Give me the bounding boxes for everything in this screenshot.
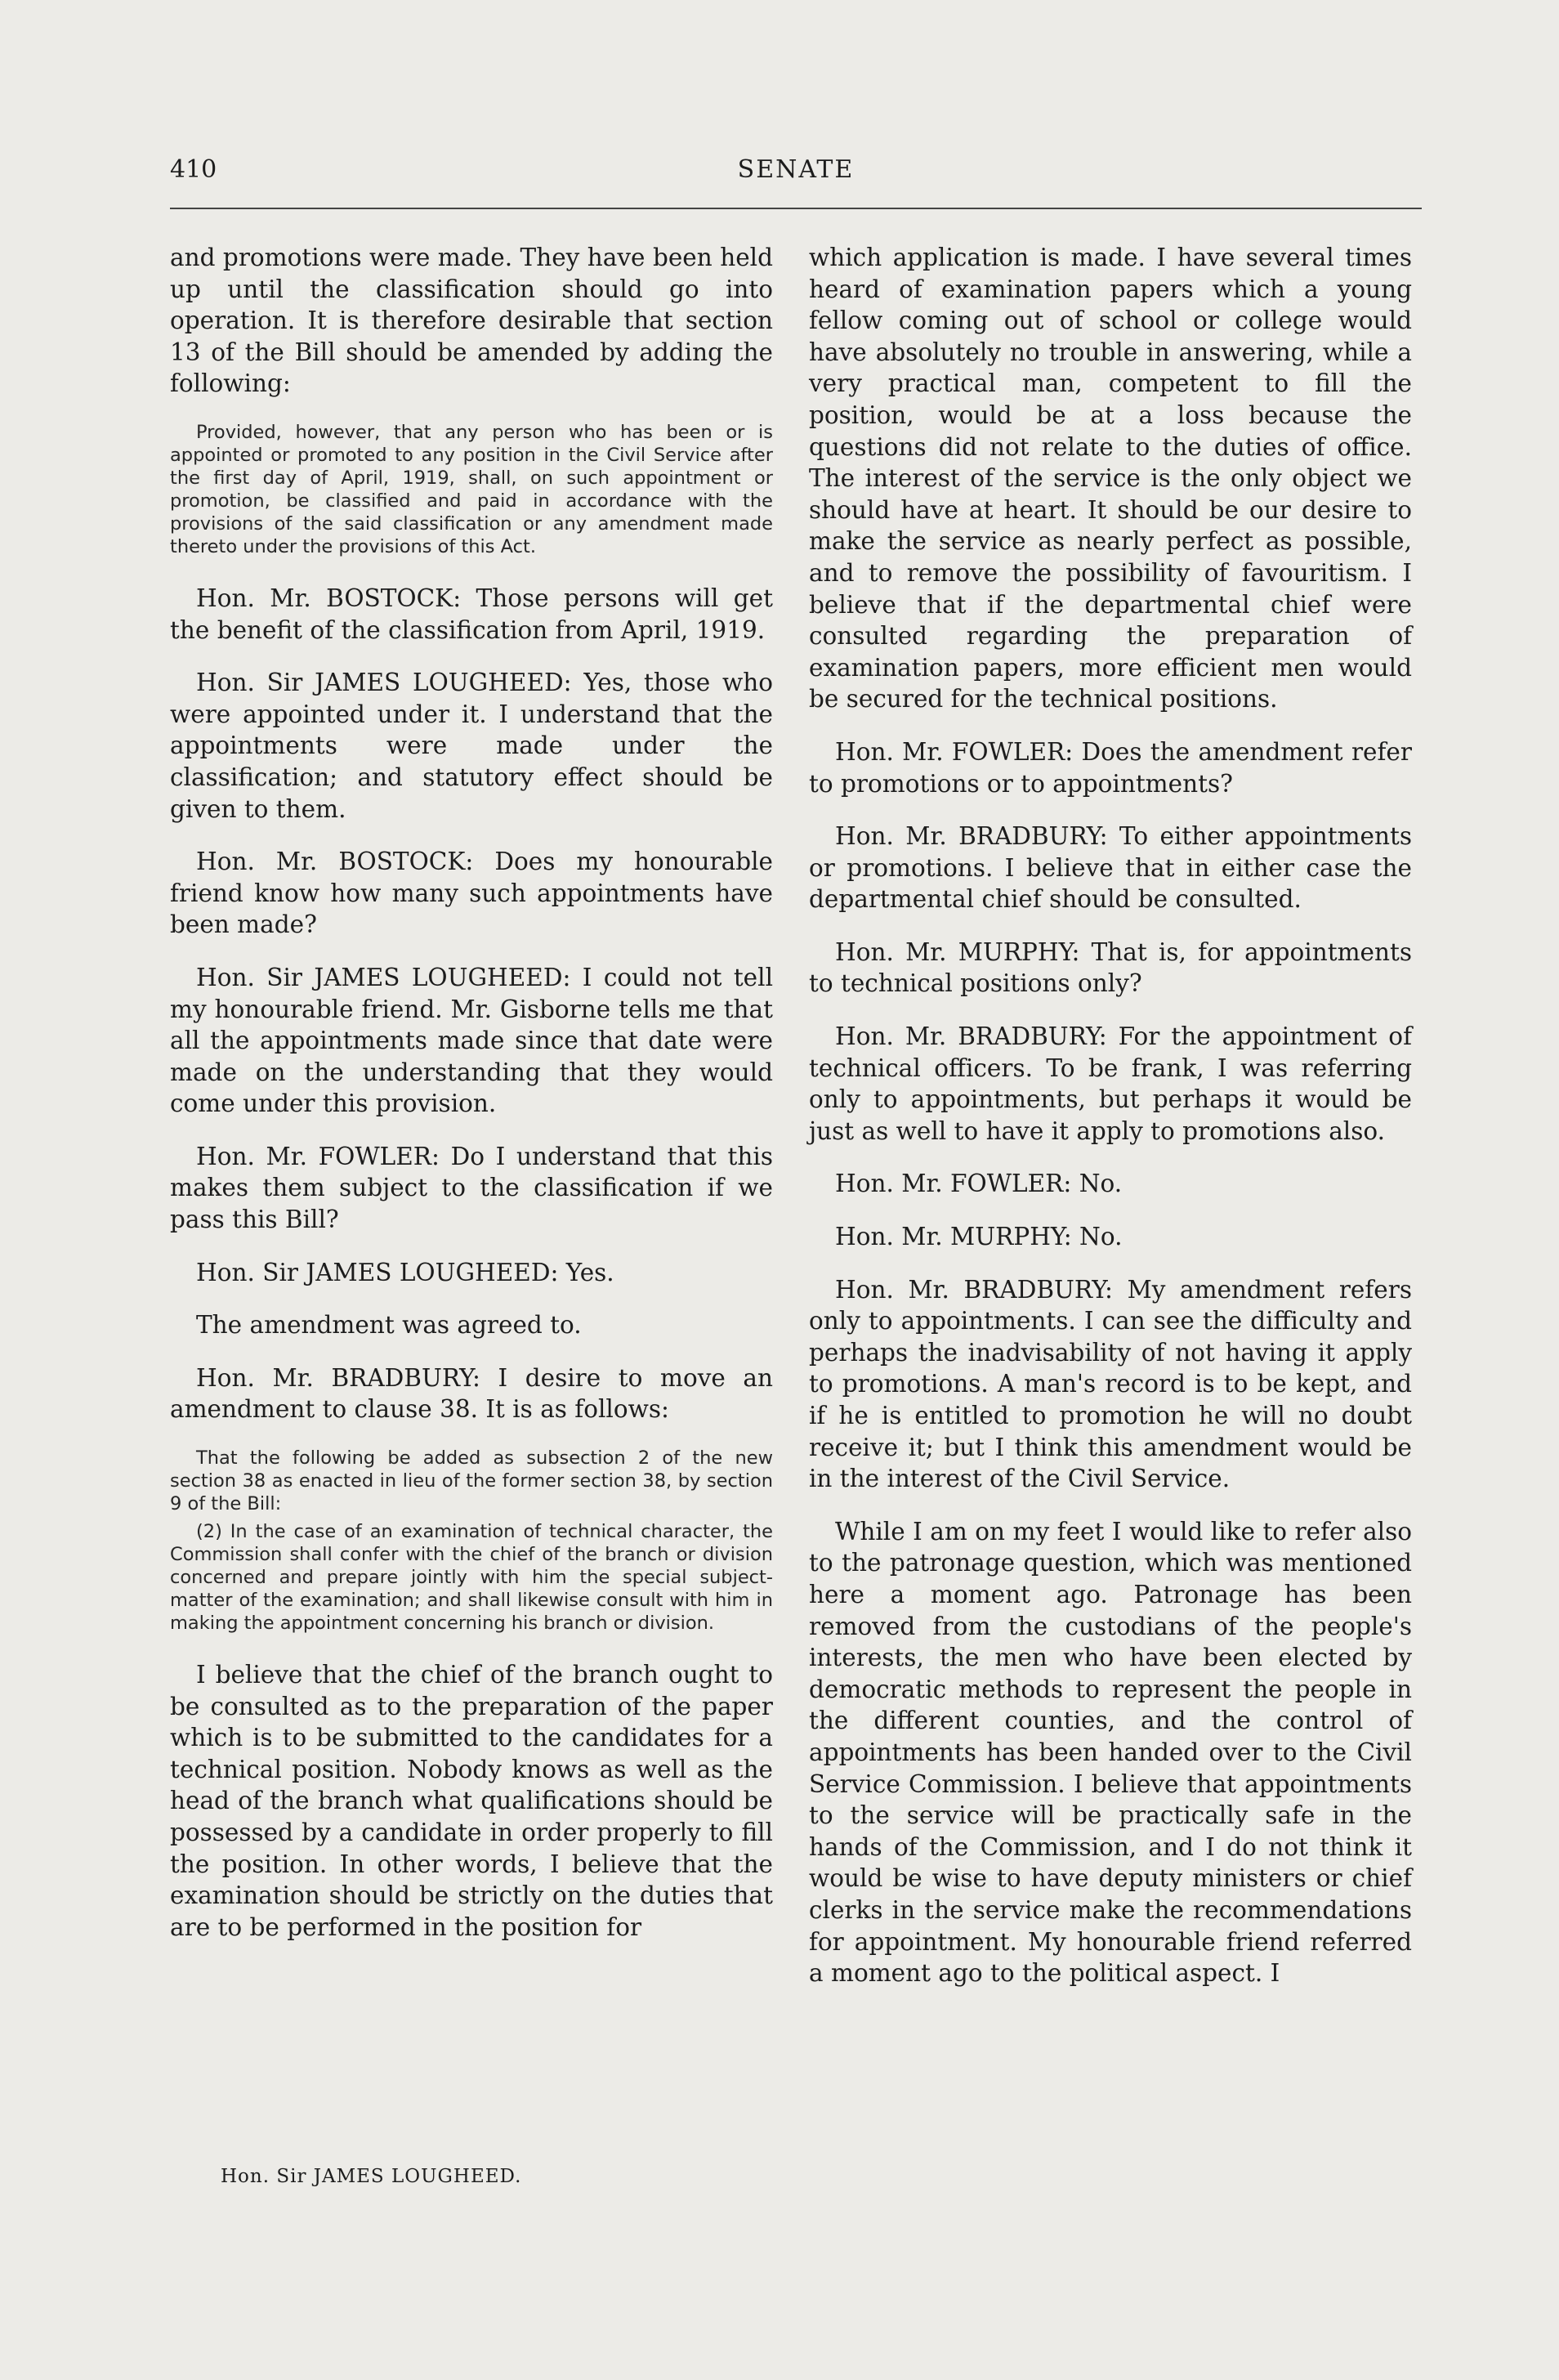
page-header bbox=[170, 155, 1422, 191]
paragraph: Hon. Mr. MURPHY: No. bbox=[835, 1223, 1123, 1251]
header-rule bbox=[170, 208, 1422, 209]
paragraph: Hon. Mr. MURPHY: That is, for appointments to technical positions only? bbox=[809, 937, 1412, 998]
running-head: SENATE bbox=[737, 155, 855, 184]
quoted-text: Provided, however, that any person who has been or is appointed or promoted to any position in the Civil Service after the first day of April, 1919, shall, on such appointment or promotion, be classified and paid in accordance with the provisions of the said classification or any amendment made thereto under the provisions of this Act. bbox=[170, 421, 773, 557]
paragraph: Hon. Mr. FOWLER: Do I understand that this makes them subject to the classification if we pass this Bill? bbox=[170, 1142, 773, 1234]
paragraph: Hon. Mr. BRADBURY: To either appointments or promotions. I believe that in either case the departmental chief should be consulted. bbox=[809, 822, 1412, 914]
paragraph: Hon. Mr. FOWLER: No. bbox=[835, 1170, 1123, 1198]
paragraph: Hon. Mr. BRADBURY: My amendment refers only to appointments. I can see the difficulty and perhaps the inadvisability of not having it apply to promotions. A man's record is to be kept, and if he is entitled to promotion he will no doubt receive it; but I think this amendment would be in the interest of the Civil Service. bbox=[809, 1275, 1412, 1493]
paragraph: Hon. Sir JAMES LOUGHEED: Yes, those who were appointed under it. I understand that the appointments were made under the classification; and statutory effect should be given to them. bbox=[170, 669, 773, 823]
footer-catchword: Hon. Sir JAMES LOUGHEED. bbox=[221, 2166, 522, 2187]
paragraph: Hon. Mr. BRADBURY: For the appointment of technical officers. To be frank, I was referring only to appointments, but perhaps it would be just as well to have it apply to promotions also. bbox=[809, 1022, 1412, 1145]
paragraph: Hon. Mr. BRADBURY: I desire to move an amendment to clause 38. It is as follows: bbox=[170, 1363, 773, 1424]
paragraph: While I am on my feet I would like to refer also to the patronage question, which was mentioned here a moment ago. Patronage has been removed from the custodians of the people's interests, the men who have been elected by democratic methods to represent the people in the different counties, and the control of appointments has been handed over to the Civil Service Commission. I believe that appointments to the service will be practically safe in the hands of the Commission, and I do not think it would be wise to have deputy ministers or chief clerks in the service make the recommendations for appointment. My honourable friend referred a moment ago to the political aspect. I bbox=[809, 1517, 1412, 1988]
page-number: 410 bbox=[170, 155, 217, 184]
paragraph: Hon. Sir JAMES LOUGHEED: Yes. bbox=[196, 1258, 614, 1286]
quoted-text: (2) In the case of an examination of technical character, the Commission shall confer with the chief of the branch or division concerned and prepare jointly with him the special subject-matter of the examination; and shall likewise consult with him in making the appointment concerning his branch or division. bbox=[170, 1521, 773, 1635]
paragraph: I believe that the chief of the branch ought to be consulted as to the preparation of the paper which is to be submitted to the candidates for a technical position. Nobody knows as well as the head of the branch what qualifications should be possessed by a candidate in order properly to fill the position. In other words, I believe that the examination should be strictly on the duties that are to be performed in the position for bbox=[170, 1661, 773, 1941]
paragraph: and promotions were made. They have been held up until the classification should go into operation. It is therefore desirable that section 13 of the Bill should be amended by adding the following: bbox=[170, 244, 773, 398]
quoted-text: That the following be added as subsection 2 of the new section 38 as enacted in lieu of the former section 38, by section 9 of the Bill: bbox=[170, 1447, 773, 1515]
paragraph: which application is made. I have several times heard of examination papers which a young fellow coming out of school or college would have absolutely no trouble in answering, while a very practical man, competent to fill the position, would be at a loss because the questions did not relate to the duties of office. The interest of the service is the only object we should have at heart. It should be our desire to make the service as nearly perfect as possible, and to remove the possibility of favouritism. I believe that if the departmental chief were consulted regarding the preparation of examination papers, more efficient men would be secured for the technical positions. bbox=[809, 244, 1412, 714]
paragraph: The amendment was agreed to. bbox=[196, 1311, 582, 1340]
paragraph: Hon. Sir JAMES LOUGHEED: I could not tell my honourable friend. Mr. Gisborne tells me that all the appointments made since that date were made on the understanding that they would come under this provision. bbox=[170, 963, 773, 1118]
paragraph: Hon. Mr. BOSTOCK: Does my honourable friend know how many such appointments have been made? bbox=[170, 848, 773, 939]
right-column bbox=[809, 242, 1412, 2011]
paragraph: Hon. Mr. BOSTOCK: Those persons will get the benefit of the classification from April, 1919. bbox=[170, 584, 773, 644]
left-column bbox=[170, 242, 773, 1964]
paragraph: Hon. Mr. FOWLER: Does the amendment refer to promotions or to appointments? bbox=[809, 737, 1412, 798]
